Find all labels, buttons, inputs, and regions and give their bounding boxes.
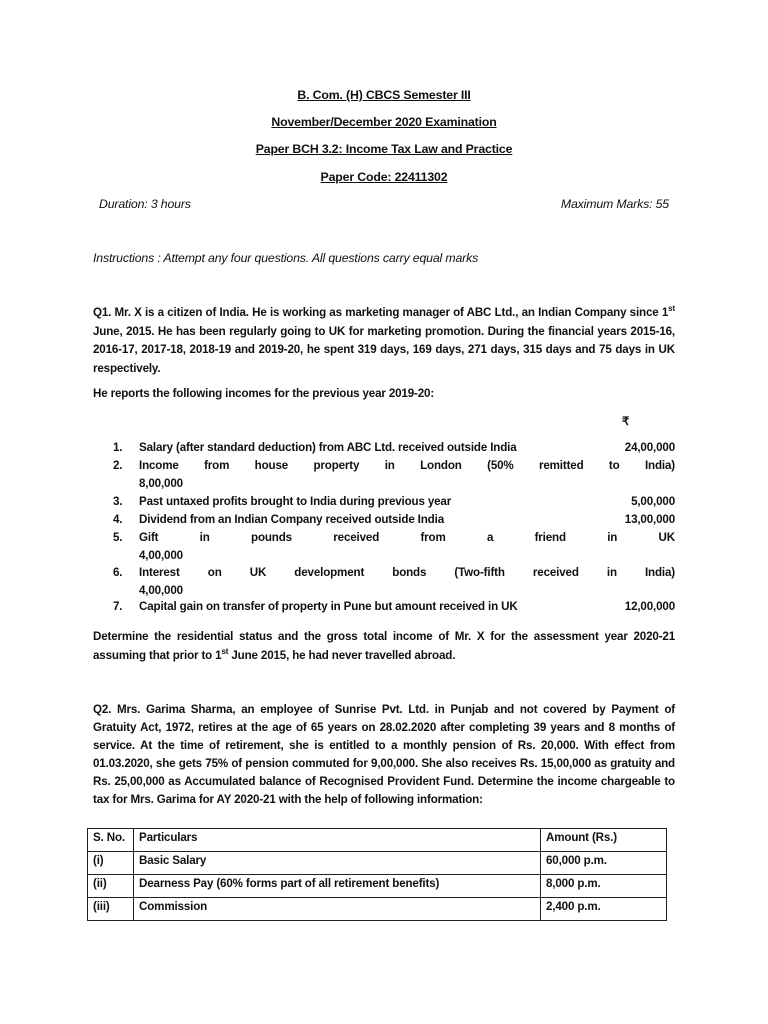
cell-particulars: Commission (134, 898, 541, 921)
q2-paragraph: Q2. Mrs. Garima Sharma, an employee of Sunrise Pvt. Ltd. in Punjab and not covered by Payment of Gratuity Act, 1972, retires at the age of 65 years on 28.02.2020 after completing 39 years and 8 months of service. At the time of retirement, she is entitled to a monthly pension of Rs. 20,000. With effect from 01.03.2020, she gets 75% of pension commuted for 9,00,000. She also receives Rs. 15,00,000 as gratuity and Rs. 25,00,000 as Accumulated balance of Recognised Provident Fund. Determine the income chargeable to tax for Mrs. Garima for AY 2020-21 with the help of following information: (93, 703, 675, 806)
item-number: 5. (113, 531, 123, 544)
item-number: 6. (113, 566, 123, 579)
item-text: Dividend from an Indian Company received outside India (139, 513, 444, 526)
max-marks: Maximum Marks: 55 (560, 197, 669, 211)
cell-sno: (iii) (88, 898, 134, 921)
header-sno: S. No. (88, 829, 134, 852)
q2-table (87, 828, 667, 921)
paper-title: Paper BCH 3.2: Income Tax Law and Practice (255, 142, 513, 156)
item-number: 4. (113, 513, 123, 526)
item-text: Past untaxed profits brought to India during previous year (139, 495, 452, 508)
item-amount: 13,00,000 (624, 513, 675, 526)
cell-particulars: Dearness Pay (60% forms part of all retirement benefits) (134, 875, 541, 898)
q1-question-sup: st (221, 646, 229, 656)
item-number: 3. (113, 495, 123, 508)
q1-question (93, 628, 675, 665)
item-amount: 8,00,000 (139, 477, 183, 490)
item-text: Interest on UK development bonds (Two-fifth received in India) (139, 566, 675, 579)
q1-question-b: June 2015, he had never travelled abroad. (228, 648, 456, 662)
item-text: Income from house property in London (50% remitted to India) (139, 459, 675, 472)
table-row (88, 898, 667, 921)
cell-amount: 60,000 p.m. (541, 852, 667, 875)
q1-question-a: Determine the residential status and the gross total income of Mr. X for the assessment year 2020-21 assuming that prior to 1 (93, 630, 675, 662)
q1-intro: He reports the following incomes for the previous year 2019-20: (93, 387, 435, 400)
item-amount: 5,00,000 (631, 495, 675, 508)
cell-sno: (ii) (88, 875, 134, 898)
instructions: Instructions : Attempt any four questions. All questions carry equal marks (93, 251, 479, 265)
duration: Duration: 3 hours (99, 197, 191, 211)
header-particulars: Particulars (134, 829, 541, 852)
paper-code: Paper Code: 22411302 (320, 170, 448, 184)
cell-particulars: Basic Salary (134, 852, 541, 875)
q1-paragraph (93, 304, 675, 378)
exam-title: November/December 2020 Examination (271, 115, 497, 129)
item-amount: 12,00,000 (624, 600, 675, 613)
item-amount: 4,00,000 (139, 549, 183, 562)
rupee-symbol: ₹ (622, 415, 630, 428)
item-text: Capital gain on transfer of property in Pune but amount received in UK (139, 600, 518, 613)
table-row (88, 852, 667, 875)
q1-text-b: June, 2015. He has been regularly going to UK for marketing promotion. During the financial years 2015-16, 2016-17, 2017-18, 2018-19 and 2019-20, he spent 319 days, 169 days, 271 days, 315 days and 75 days in UK respectively. (93, 324, 675, 375)
item-text: Salary (after standard deduction) from ABC Ltd. received outside India (139, 441, 517, 454)
q1-sup: st (668, 304, 675, 314)
cell-amount: 2,400 p.m. (541, 898, 667, 921)
item-number: 1. (113, 441, 123, 454)
item-number: 2. (113, 459, 123, 472)
q1-text-a: Q1. Mr. X is a citizen of India. He is working as marketing manager of ABC Ltd., an Indian Company since 1 (93, 306, 669, 319)
course-title: B. Com. (H) CBCS Semester III (297, 88, 471, 102)
cell-sno: (i) (88, 852, 134, 875)
table-row (88, 875, 667, 898)
table-header-row (88, 829, 667, 852)
item-amount: 4,00,000 (139, 584, 183, 597)
item-text: Gift in pounds received from a friend in UK (139, 531, 675, 544)
item-number: 7. (113, 600, 123, 613)
header-amount: Amount (Rs.) (541, 829, 667, 852)
item-amount: 24,00,000 (624, 441, 675, 454)
cell-amount: 8,000 p.m. (541, 875, 667, 898)
